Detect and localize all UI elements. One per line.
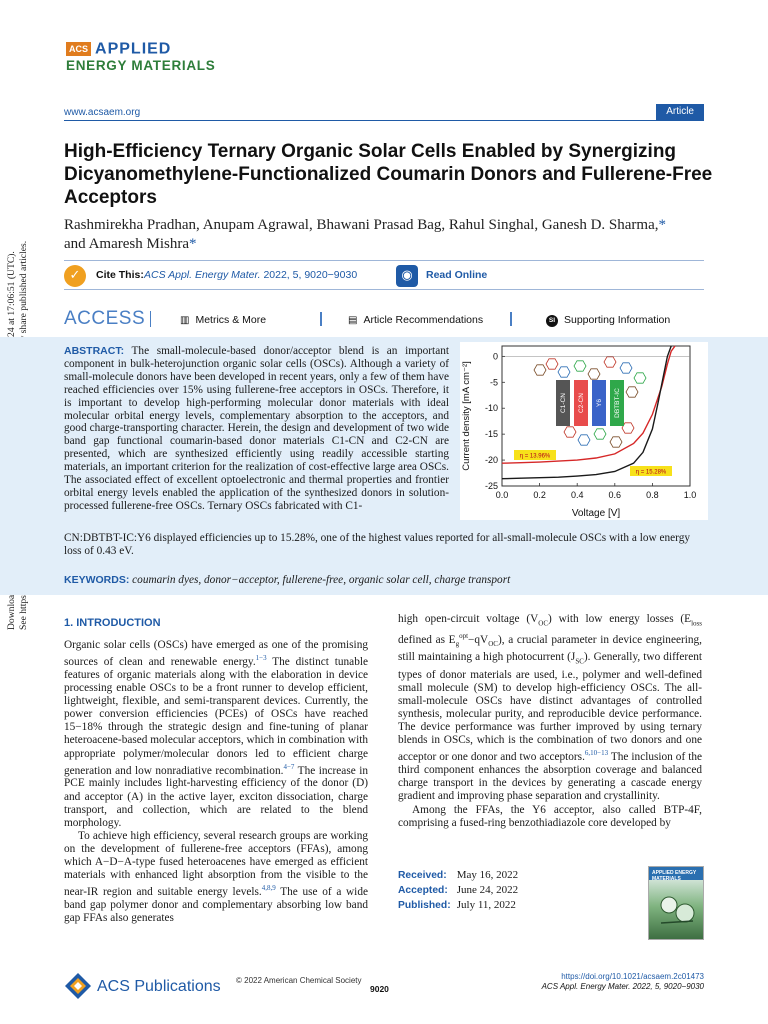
x-tick-label: 0.6 — [608, 490, 622, 500]
intro-column-2 — [398, 613, 702, 830]
divider — [510, 312, 512, 326]
supporting-info-link[interactable] — [546, 314, 670, 327]
access-label: ACCESS — [64, 308, 146, 329]
y-axis-label: Current density [mA cm⁻²] — [461, 361, 472, 471]
recommendations-label: Article Recommendations — [363, 314, 484, 326]
keywords-text: coumarin dyes, donor−acceptor, fullerene-free, organic solar cell, charge transport — [132, 574, 511, 586]
text-run: The increase in PCE mainly includes light-harvesting efficiency of the donor (D) and acceptor (A) in the active layer, exciton dissociation, charge transport, and collection, which are related to the blend morphology. — [64, 764, 369, 829]
molecule-label: Y6 — [596, 399, 603, 407]
read-online-link[interactable]: Read Online — [426, 269, 488, 281]
x-axis-label: Voltage [V] — [571, 508, 621, 519]
published-label: Published: — [398, 900, 451, 911]
corresponding-author-mark-2[interactable]: * — [188, 236, 197, 252]
acs-badge: ACS — [66, 42, 91, 56]
text-run: ). Generally, two different types of donor materials are used, i.e., polymer and well-defined small molecule (SM) to develop high-efficiency OSCs. The all-small-molecule OSCs have distinct advantages of controlled synthesis, molecular purity, and reproducible device performance. The device performance was further improved by using ternary blends in OSCs, which is the combination of two donors and one acceptor or one donor and two acceptors. — [398, 651, 702, 764]
authors-line2: and Amaresh Mishra — [64, 236, 189, 252]
text-run: To achieve high efficiency, several research groups are working on the development of fullerene-free acceptors (FFAs), among which A−D−A-type fused heteroacenes have emerged as efficient materials with enhanced light absorption from the visible to the near-IR region and suitable energy levels. — [64, 829, 368, 898]
cite-volume: 2022, 5, 9020−9030 — [263, 269, 358, 281]
keywords — [64, 574, 704, 587]
document-list-icon: ▤ — [348, 315, 358, 326]
efficiency-tag: η = 13.96% — [519, 453, 551, 460]
text-run: The inclusion of the third component enhances the absorption coverage and balanced charge transport in the devices by generating a cascade energy gradient and improving phase separation and crystallinity. — [398, 751, 702, 803]
page-footer — [64, 968, 704, 1008]
abstract-wrapped — [64, 345, 449, 513]
x-tick-label: 0.2 — [533, 490, 546, 500]
acs-publications-text[interactable]: ACS Publications — [97, 978, 221, 995]
intro-paragraph-3 — [398, 613, 702, 804]
journal-logo[interactable] — [66, 40, 215, 73]
subscript: SC — [575, 657, 584, 666]
metrics-link[interactable] — [180, 314, 266, 326]
abstract-label: ABSTRACT: — [64, 345, 125, 357]
received-date: May 16, 2022 — [456, 869, 519, 881]
molecule-label: C1-CN — [560, 393, 567, 413]
copyright: © 2022 American Chemical Society — [236, 976, 362, 985]
y-tick-label: -15 — [484, 429, 498, 440]
subscript: g — [455, 640, 460, 649]
section-heading: 1. INTRODUCTION — [64, 617, 161, 629]
text-run: The distinct tunable features of organic materials along with the elaboration in device processing enable OSCs to be a front runner to develop efficient, lightweight, flexible, and semi-transparent devices. Currently, the power conversion efficiencies (PCEs) of OSCs have reached 15−18% through the strategic design and fine-tuning of planar heteroacene-based molecular acceptors, which in combination with appropriate polymer/molecular donors led to efficient charge generation and low nonradiative recombination. — [64, 655, 368, 777]
site-url-link[interactable]: www.acsaem.org — [64, 107, 141, 118]
cite-bar — [64, 260, 704, 290]
intro-paragraph-2 — [64, 830, 368, 925]
subscript: loss — [691, 619, 702, 628]
text-run: Organic solar cells (OSCs) have emerged as one of the promising sources of clean and renewable energy. — [64, 639, 368, 668]
cite-reference-link[interactable] — [144, 269, 357, 281]
access-bar — [64, 308, 704, 332]
y-tick-label: 0 — [492, 351, 498, 362]
logo-energy-materials-text: ENERGY MATERIALS — [66, 58, 216, 74]
y-tick-label: -5 — [489, 377, 498, 388]
abstract-body: The small-molecule-based donor/acceptor blend is an important component in bulk-heterojunction organic solar cells (OSCs). Although a variety of small-molecule donors have been developed in recent years, only a few of them have reached efficiencies over 15% using fullerene-free acceptors in OSCs. Therefore, it is important to develop high-performing molecular donor materials with ideal molecular orbital energy levels, complementary absorption to the acceptors, and good charge-transporting character. Herein, the design and development of two wide band gap functional coumarin-based donor materials C1-CN and C2-CN are presented, which are synthesized efficiently using readily accessible starting materials, an important criterion for the realization of cost-effective large area OSCs. The associated effect of excellent optoelectronic and thermal properties and frontier orbital energy levels enabled the application of the synthesized donors in solution-processed fullerene-free OSCs. Ternary OSCs fabricated with C1- — [64, 345, 449, 512]
checkmark-icon: ✓ — [64, 265, 86, 287]
intro-paragraph-4: Among the FFAs, the Y6 acceptor, also called BTP-4F, comprising a fused-ring benzothiadiazole core developed by — [398, 803, 702, 829]
superscript: opt — [459, 632, 469, 641]
subscript: OC — [488, 640, 498, 649]
metrics-label: Metrics & More — [195, 314, 267, 326]
molecule-label: DBTBT-IC — [614, 388, 621, 418]
intro-paragraph-1 — [64, 639, 368, 830]
paper-title: High-Efficiency Ternary Organic Solar Cells Enabled by Synergizing Dicyanomethylene-Functionalized Coumarin Donors and Fullerene-Free Acceptors — [64, 141, 713, 208]
journal-cover-thumbnail[interactable] — [648, 866, 704, 940]
si-icon: SI — [546, 315, 558, 327]
article-type-tag: Article — [656, 104, 704, 120]
page-number: 9020 — [370, 984, 389, 994]
citation-ref[interactable]: 4,8,9 — [261, 884, 276, 893]
x-tick-label: 1.0 — [683, 490, 697, 500]
citation-ref[interactable]: 6,10−13 — [584, 749, 609, 758]
text-run: defined as E — [398, 634, 456, 647]
globe-icon[interactable]: ◉ — [396, 265, 418, 287]
x-tick-label: 0.8 — [646, 490, 659, 500]
x-tick-label: 0.0 — [495, 490, 509, 500]
text-run: −qV — [468, 634, 489, 647]
accepted-date: June 24, 2022 — [456, 884, 519, 896]
article-dates — [398, 868, 588, 913]
doi-link[interactable]: https://doi.org/10.1021/acsaem.2c01473 — [561, 972, 704, 981]
citation-ref[interactable]: 1−3 — [255, 654, 267, 663]
logo-applied-text: APPLIED — [95, 40, 172, 58]
header-bar — [64, 107, 704, 121]
toc-graphic — [460, 342, 708, 520]
author-list — [64, 216, 714, 254]
keywords-label: KEYWORDS: — [64, 574, 130, 586]
authors-line1: Rashmirekha Pradhan, Anupam Agrawal, Bhawani Prasad Bag, Rahul Singhal, Ganesh D. Sharma, — [64, 217, 659, 233]
published-date: July 11, 2022 — [456, 899, 516, 911]
cite-journal: ACS Appl. Energy Mater. — [144, 269, 261, 281]
supporting-label: Supporting Information — [564, 314, 671, 326]
cite-label: Cite This: — [96, 269, 144, 281]
subscript: OC — [538, 619, 549, 628]
divider — [320, 312, 322, 326]
corresponding-author-mark[interactable]: * — [658, 217, 666, 233]
efficiency-tag: η = 15.28% — [635, 469, 667, 476]
cover-art-icon — [657, 893, 697, 929]
text-run: The use of a wide band gap polymer donor and complementary absorbing low band gap FFAs also generates — [64, 885, 368, 925]
y-tick-label: -20 — [484, 455, 498, 466]
molecule-label: C2-CN — [578, 393, 585, 413]
y-tick-label: -10 — [484, 403, 498, 414]
text-run: ), a crucial parameter in device engineering, still maintaining a high photocurrent (J — [398, 634, 702, 664]
intro-column-1 — [64, 617, 368, 925]
text-run: ) with low energy losses (E — [548, 613, 692, 625]
text-run: high open-circuit voltage (V — [398, 613, 539, 625]
acs-publications-logo-icon[interactable] — [64, 972, 92, 1000]
y-tick-label: -25 — [484, 481, 498, 491]
jv-curve-chart — [460, 342, 708, 520]
received-label: Received: — [398, 870, 447, 881]
recommendations-link[interactable] — [348, 314, 483, 326]
abstract-continued: CN:DBTBT-IC:Y6 displayed efficiencies up to 15.28%, one of the highest values reported for all-small-molecule OSCs with a low energy loss of 0.43 eV. — [64, 532, 691, 557]
cover-title: APPLIED ENERGY MATERIALS — [652, 870, 697, 882]
bar-chart-icon: ▥ — [180, 315, 190, 326]
citation-ref[interactable]: 4−7 — [283, 762, 295, 771]
accepted-label: Accepted: — [398, 885, 448, 896]
journal-reference: ACS Appl. Energy Mater. 2022, 5, 9020−9030 — [541, 982, 704, 991]
x-tick-label: 0.4 — [570, 490, 584, 500]
